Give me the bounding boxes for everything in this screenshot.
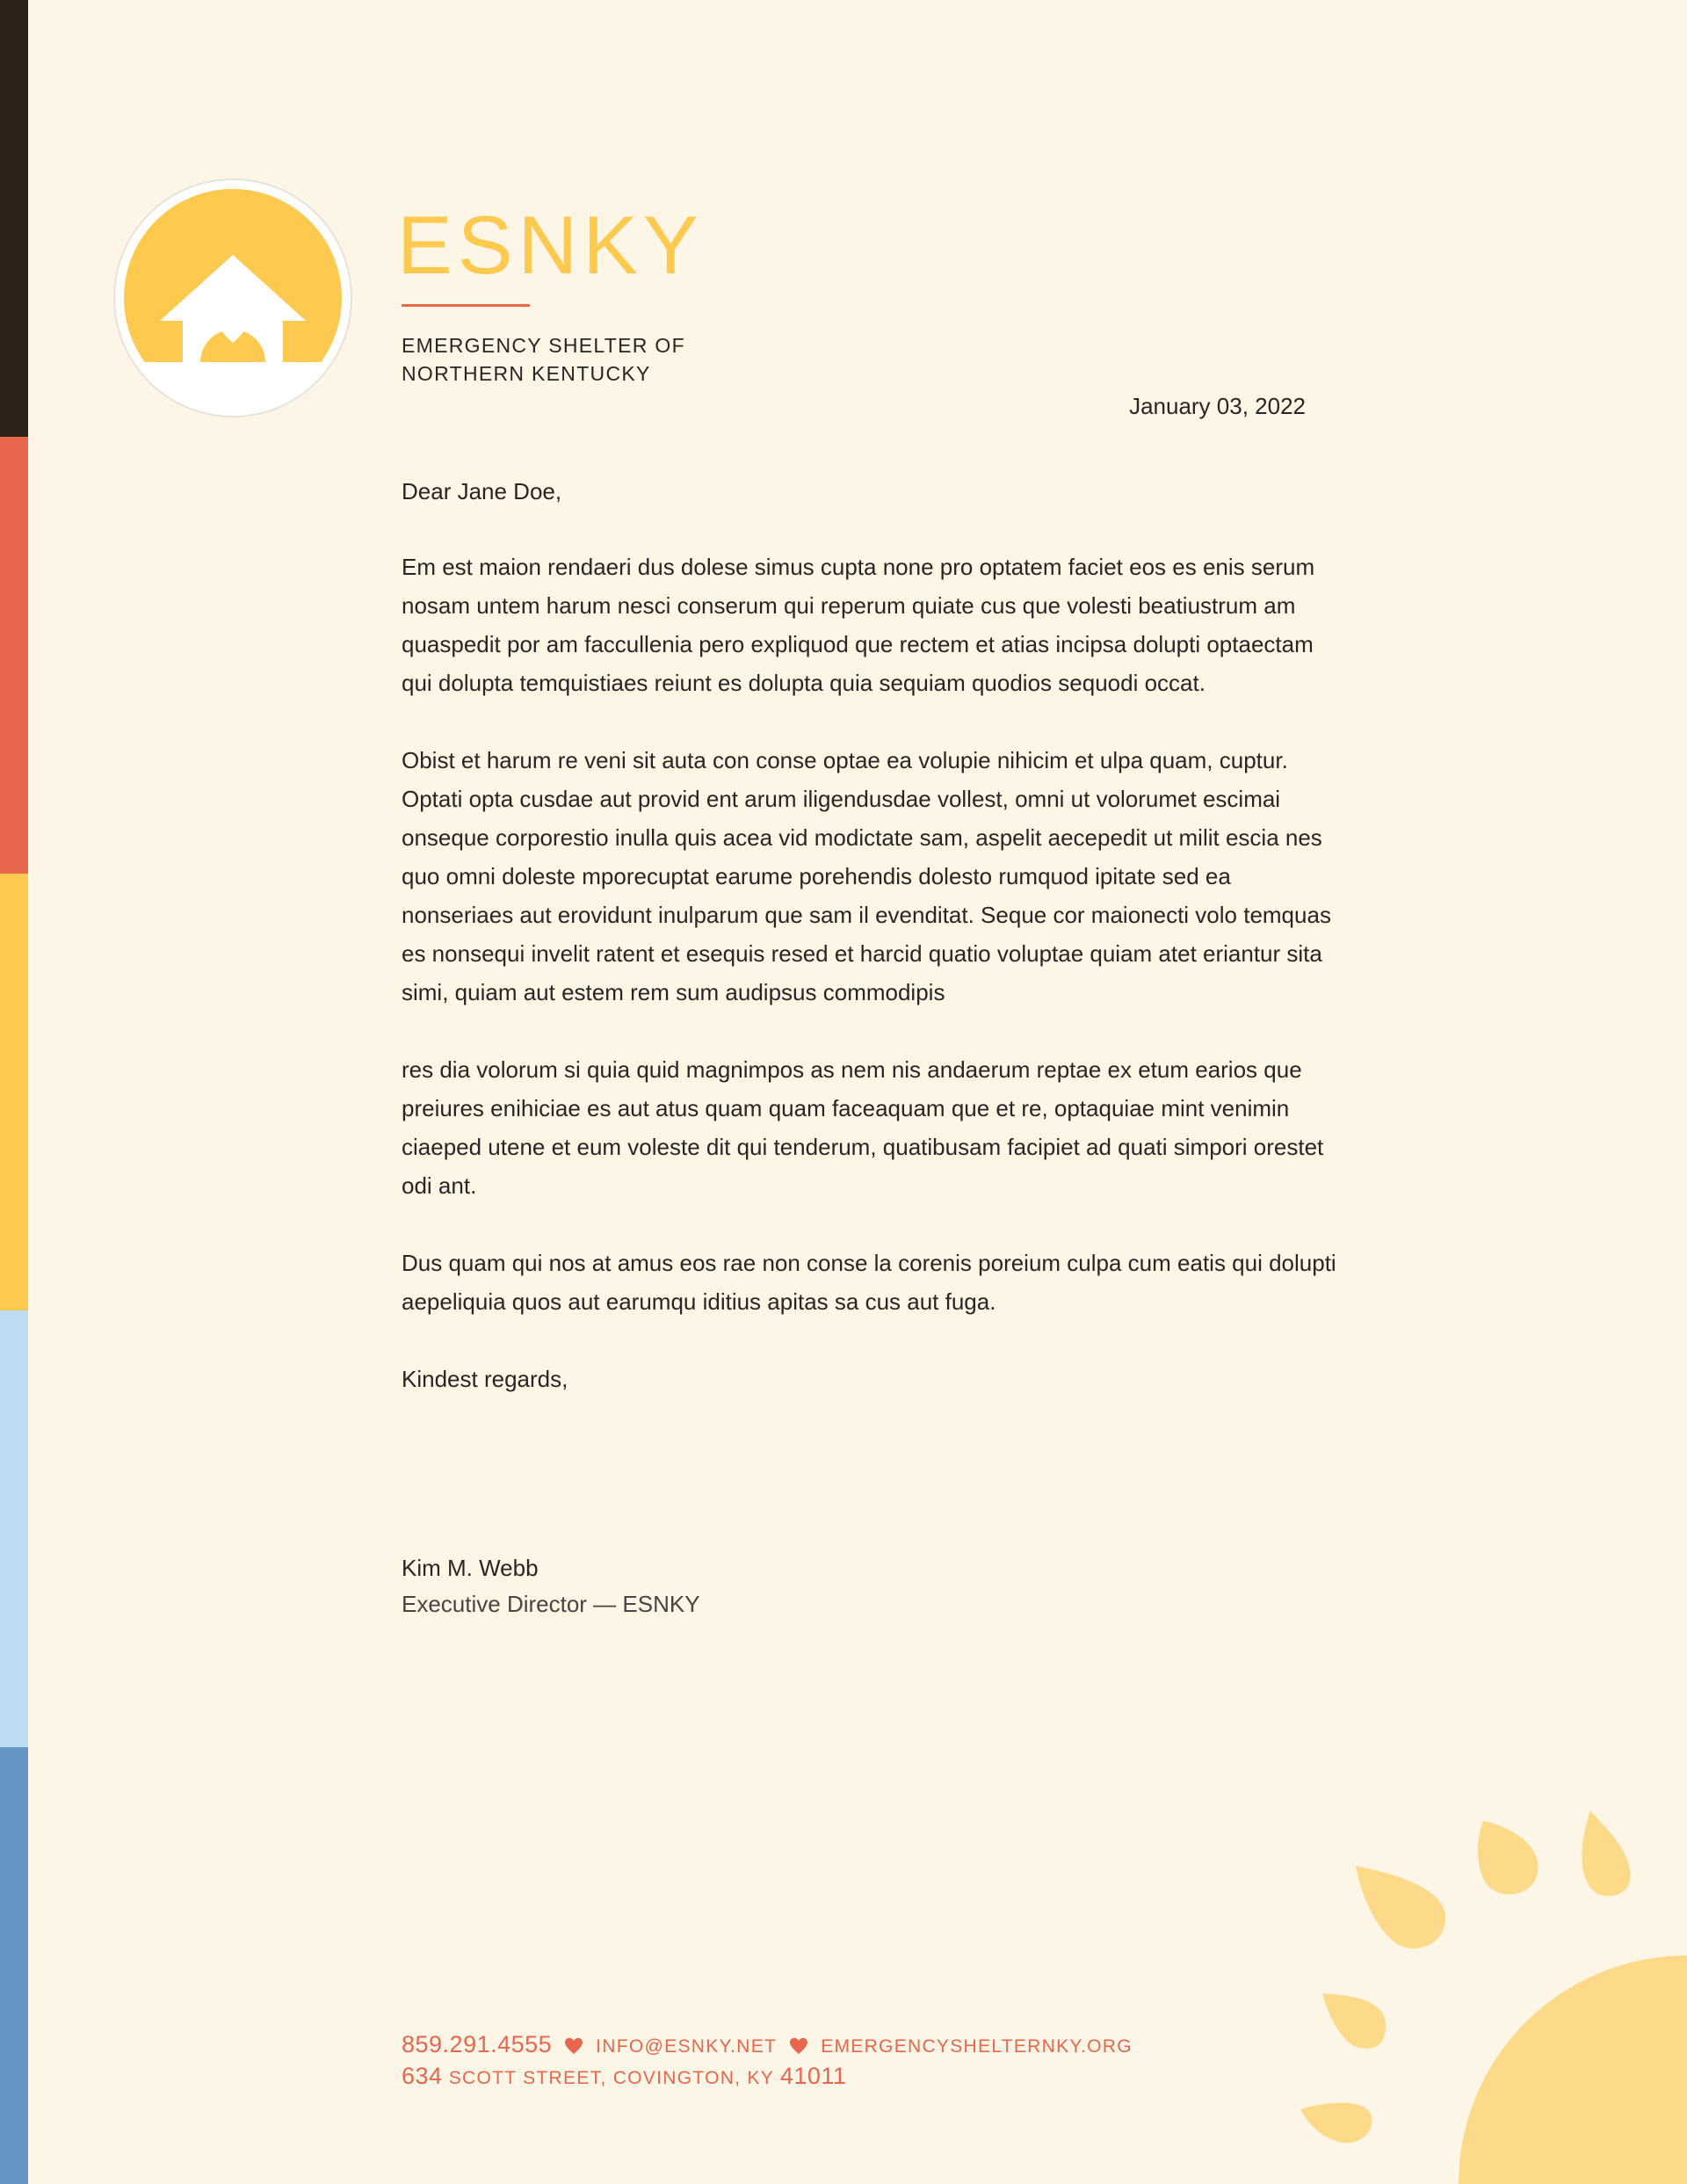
- footer-zip: 41011: [779, 2063, 847, 2089]
- letter-date: January 03, 2022: [1129, 393, 1306, 419]
- color-stripe-coral: [0, 437, 28, 874]
- organization-name-line1: EMERGENCY SHELTER OF: [402, 334, 685, 357]
- footer-street-number: 634: [402, 2063, 443, 2089]
- letter-body: [402, 472, 1342, 1437]
- letter-greeting: Dear Jane Doe,: [402, 478, 562, 504]
- letter-paragraph: Em est maion rendaeri dus dolese simus cupta none pro optatem faciet eos es enis serum nosam untem harum nesci conserum qui reperum quiate cus que volesti beatiustrum am quaspedit por am faccullenia pero expliquod que rectem et atias incipsa dolupti optaectam qui dolupta temquistiaes reiunt es dolupta quia sequiam quodios sequodi occat.: [402, 554, 1315, 696]
- footer-website[interactable]: EMERGENCYSHELTERNKY.ORG: [821, 2036, 1133, 2057]
- color-stripe-light-blue: [0, 1310, 28, 1747]
- footer-street: SCOTT STREET, COVINGTON, KY: [448, 2068, 774, 2088]
- heart-icon: [564, 2037, 583, 2055]
- letter-paragraph: Dus quam qui nos at amus eos rae non conse la corenis poreium culpa cum eatis qui dolupti aepeliquia quos aut earumqu iditius apitas sa cus aut fuga.: [402, 1250, 1336, 1315]
- header-rule: [402, 304, 530, 307]
- signer-title: Executive Director — ESNKY: [402, 1591, 700, 1617]
- color-stripe-yellow: [0, 874, 28, 1310]
- brand-wordmark: ESNKY: [397, 199, 704, 291]
- letter-paragraph: res dia volorum si quia quid magnimpos as nem nis andaerum reptae ex etum earios que preiures enihiciae es aut atus quam quam faceaquam que et re, optaquiae mint venimin ciaeped utene et eum voleste dit qui tenderum, quatibusam facipiet ad quati simpori orestet odi ant.: [402, 1056, 1324, 1199]
- organization-name-line2: NORTHERN KENTUCKY: [402, 362, 651, 385]
- footer-address: [402, 2060, 1133, 2092]
- color-stripe-dark: [0, 0, 28, 437]
- letter-paragraph: Obist et harum re veni sit auta con conse optae ea volupie nihicim et ulpa quam, cuptur. Optati opta cusdae aut provid ent arum iligendusdae vollest, omni ut volorumet escimai onseque corporestio inulla quis acea vid modictate sam, aspelit aecepedit ut milit escia nes quo omni doleste mporecuptat earume porehendis dolesto rumquod ipitate sed ea nonseriaes aut erovidunt inulparum que sam il evenditat. Seque cor maionecti volo temquas es nonsequi invelit ratent et esequis resed et harcid quatio voluptae quiam atet eriantur sita simi, quiam aut estem rem sum audipsus commodipis: [402, 747, 1331, 1005]
- footer-email[interactable]: INFO@ESNKY.NET: [596, 2036, 778, 2057]
- signature-block: [402, 1550, 700, 1622]
- heart-icon: [789, 2037, 808, 2055]
- organization-name: [402, 331, 685, 388]
- esnky-logo-house-heart-icon: [112, 178, 353, 418]
- color-stripe-blue: [0, 1747, 28, 2184]
- signer-name: Kim M. Webb: [402, 1555, 539, 1581]
- letter-closing: Kindest regards,: [402, 1366, 568, 1392]
- footer-phone[interactable]: 859.291.4555: [402, 2031, 553, 2057]
- footer-contact: [402, 2028, 1133, 2092]
- footer-contact-row: [402, 2028, 1133, 2060]
- sun-decoration-icon: [1300, 1802, 1687, 2184]
